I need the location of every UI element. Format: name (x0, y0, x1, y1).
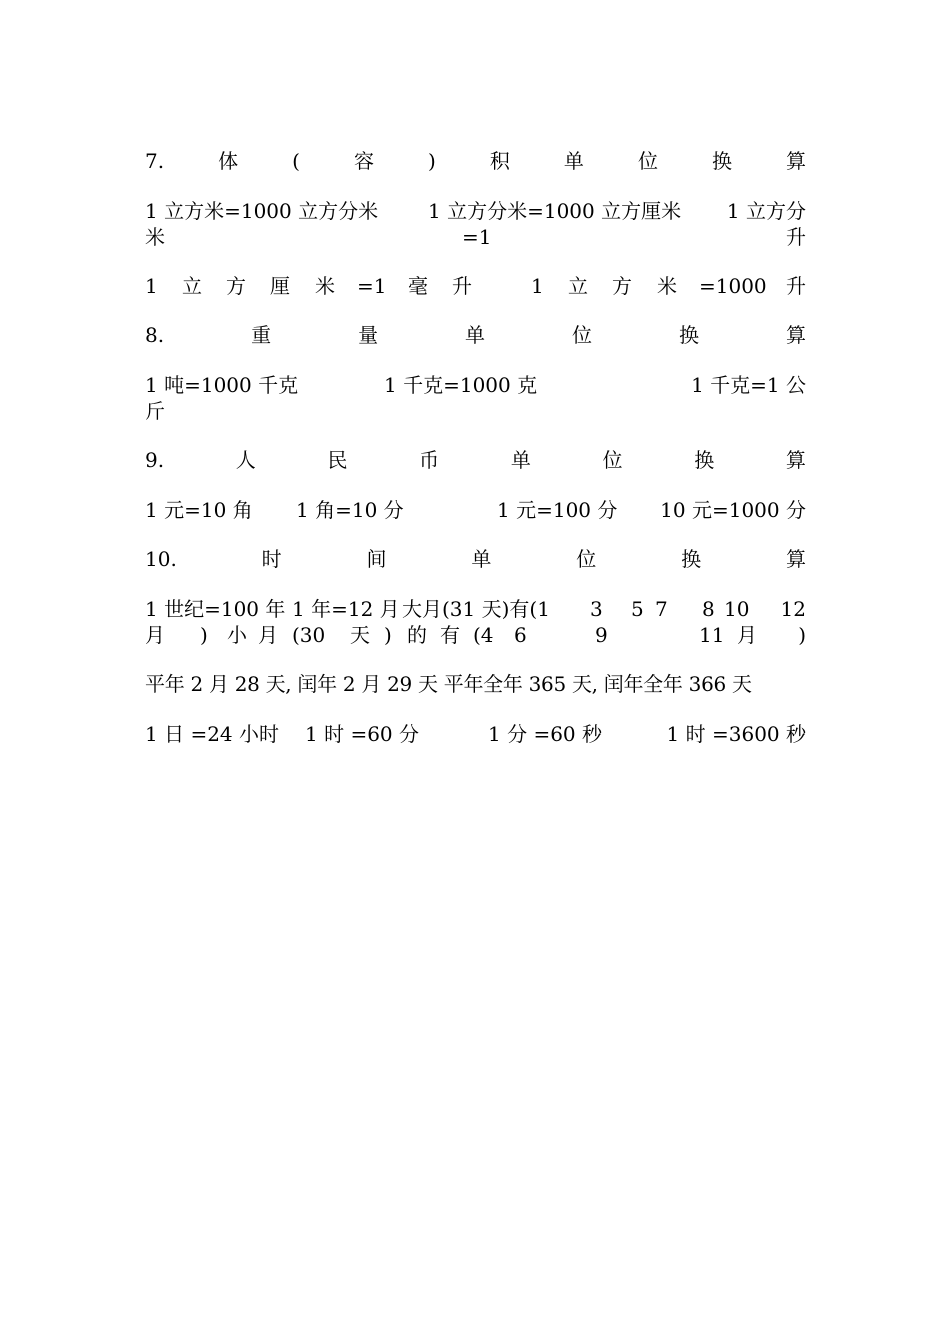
time-heading (145, 546, 806, 572)
heading-word: 10. (145, 547, 177, 571)
time-text: 1 日 =24 小时 (145, 722, 280, 746)
heading-word: 单 (563, 149, 584, 173)
money-text: 1 元=100 分 (497, 498, 618, 522)
volume-word: =1 (357, 274, 387, 298)
time-word: ) (384, 623, 392, 647)
money-text: 1 角=10 分 (296, 498, 404, 522)
money-text: 1 元=10 角 (145, 498, 253, 522)
heading-word: 换 (694, 448, 715, 472)
volume-word: 1 (531, 274, 544, 298)
heading-word: 9. (145, 448, 165, 472)
time-text: 12 (780, 597, 806, 621)
heading-word: 单 (471, 547, 492, 571)
heading-word: 算 (785, 547, 806, 571)
time-word: 月 (258, 623, 278, 647)
heading-word: 民 (327, 448, 348, 472)
heading-word: ) (428, 149, 436, 173)
volume-word: 方 (612, 274, 632, 298)
heading-word: 位 (572, 323, 593, 347)
heading-word: 位 (576, 547, 597, 571)
time-word: 有 (440, 623, 460, 647)
heading-word: 8. (145, 323, 165, 347)
volume-text: 米 (145, 225, 165, 249)
time-word: 月 (145, 623, 165, 647)
weight-text: 1 千克=1000 克 (384, 373, 538, 397)
heading-word: 单 (510, 448, 531, 472)
time-text: 3 (590, 597, 603, 621)
heading-word: 时 (261, 547, 282, 571)
time-text: 1 时 =60 分 (305, 722, 420, 746)
time-line-1 (145, 596, 806, 622)
heading-word: 算 (785, 448, 806, 472)
time-text: 8 (702, 597, 715, 621)
volume-word: =1000 (699, 274, 767, 298)
volume-word: 厘 (270, 274, 290, 298)
time-word: 月 (737, 623, 757, 647)
weight-line-1-wrap (145, 398, 806, 424)
time-word: ) (200, 623, 208, 647)
volume-text: 1 立方分 (726, 199, 806, 223)
volume-text: 1 立方米=1000 立方分米 (145, 199, 379, 223)
weight-text: 斤 (145, 399, 165, 423)
time-text: 1 世纪=100 年 (145, 597, 286, 621)
heading-word: 位 (637, 149, 658, 173)
time-line-2 (145, 671, 806, 697)
volume-line-1 (145, 198, 806, 224)
time-word: 6 (514, 623, 527, 647)
heading-word: 重 (251, 323, 272, 347)
volume-word: 1 (145, 274, 158, 298)
time-word: 11 (699, 623, 725, 647)
volume-word: 升 (452, 274, 472, 298)
volume-text: =1 (462, 225, 492, 249)
volume-heading (145, 148, 806, 174)
heading-word: 积 (489, 149, 510, 173)
volume-word: 升 (786, 274, 806, 298)
time-text: 1 分 =60 秒 (488, 722, 603, 746)
time-line-1-wrap (145, 622, 806, 648)
volume-word: 方 (226, 274, 246, 298)
time-word: 天 (350, 623, 370, 647)
volume-word: 米 (657, 274, 677, 298)
volume-word: 毫 (408, 274, 428, 298)
time-word: 9 (595, 623, 608, 647)
weight-text: 1 吨=1000 千克 (145, 373, 299, 397)
heading-word: 间 (366, 547, 387, 571)
money-text: 10 元=1000 分 (660, 498, 806, 522)
volume-word: 米 (315, 274, 335, 298)
volume-word: 立 (568, 274, 588, 298)
heading-word: 币 (419, 448, 440, 472)
time-word: (4 (473, 623, 494, 647)
heading-word: 人 (235, 448, 256, 472)
heading-word: 体 (218, 149, 239, 173)
time-text: 5 (631, 597, 644, 621)
time-word: (30 (292, 623, 326, 647)
time-text: 平年 2 月 28 天, 闰年 2 月 29 天 平年全年 365 天, 闰年全年 366 天 (145, 672, 752, 696)
heading-word: 换 (711, 149, 732, 173)
weight-heading (145, 322, 806, 348)
volume-line-1-wrap (145, 224, 806, 250)
money-heading (145, 447, 806, 473)
heading-word: 单 (465, 323, 486, 347)
volume-text: 1 立方分米=1000 立方厘米 (428, 199, 682, 223)
heading-word: 换 (679, 323, 700, 347)
heading-word: 换 (681, 547, 702, 571)
heading-word: 算 (786, 149, 806, 173)
time-word: 小 (227, 623, 247, 647)
weight-line-1 (145, 372, 806, 398)
time-text: 10 (724, 597, 750, 621)
weight-text: 1 千克=1 公 (691, 373, 806, 397)
heading-word: 容 (354, 149, 374, 173)
heading-word: 算 (786, 323, 806, 347)
time-text: 1 时 =3600 秒 (666, 722, 806, 746)
volume-text: 升 (786, 225, 806, 249)
time-text: 1 年=12 月 (292, 597, 400, 621)
time-text: 7 (655, 597, 668, 621)
time-word: ) (798, 623, 806, 647)
time-word: 的 (407, 623, 427, 647)
volume-line-2 (145, 273, 806, 299)
heading-word: ( (292, 149, 300, 173)
time-text: 大月(31 天)有(1 (402, 597, 550, 621)
heading-word: 位 (602, 448, 623, 472)
time-line-3 (145, 721, 806, 747)
heading-word: 量 (358, 323, 379, 347)
volume-word: 立 (182, 274, 202, 298)
heading-word: 7. (145, 149, 165, 173)
money-line-1 (145, 497, 806, 523)
